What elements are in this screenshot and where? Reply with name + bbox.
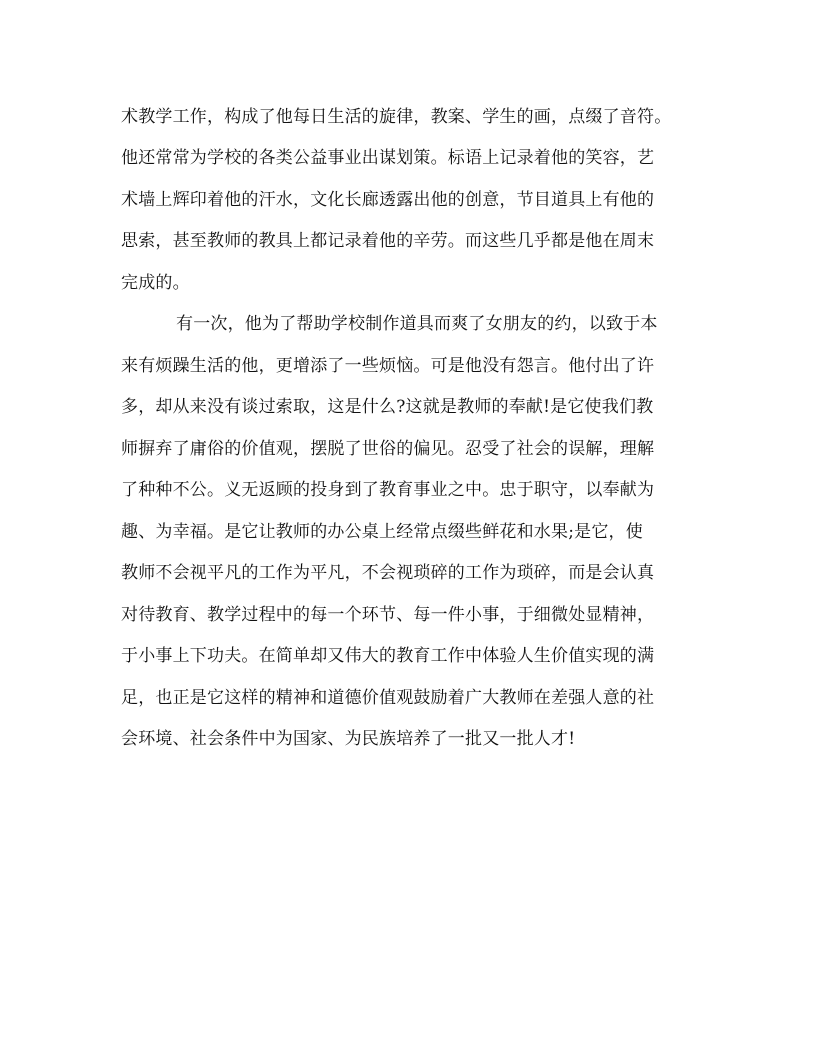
text-line: 足，也正是它这样的精神和道德价值观鼓励着广大教师在差强人意的社 bbox=[121, 688, 655, 708]
text-line: 师摒弃了庸俗的价值观，摆脱了世俗的偏见。忍受了社会的误解，理解 bbox=[121, 439, 655, 459]
text-line: 术墙上辉印着他的汗水，文化长廊透露出他的创意，节目道具上有他的 bbox=[121, 190, 655, 210]
text-line: 会环境、社会条件中为国家、为民族培养了一批又一批人才! bbox=[121, 729, 576, 749]
text-line: 了种种不公。义无返顾的投身到了教育事业之中。忠于职守，以奉献为 bbox=[121, 480, 655, 500]
text-line: 于小事上下功夫。在简单却又伟大的教育工作中体验人生价值实现的满 bbox=[121, 646, 655, 666]
text-line: 趣、为幸福。是它让教师的办公桌上经常点缀些鲜花和水果;是它，使 bbox=[121, 522, 643, 542]
text-line: 对待教育、教学过程中的每一个环节、每一件小事，于细微处显精神， bbox=[121, 605, 655, 625]
text-line: 教师不会视平凡的工作为平凡，不会视琐碎的工作为琐碎，而是会认真 bbox=[121, 563, 655, 583]
paragraph-first-line: 有一次，他为了帮助学校制作道具而爽了女朋友的约，以致于本 bbox=[176, 314, 658, 334]
text-line: 多，却从来没有谈过索取，这是什么?这就是教师的奉献!是它使我们教 bbox=[121, 397, 654, 417]
text-line: 思索，甚至教师的教具上都记录着他的辛劳。而这些几乎都是他在周末 bbox=[121, 231, 655, 251]
text-line: 完成的。 bbox=[121, 273, 190, 293]
text-line: 他还常常为学校的各类公益事业出谋划策。标语上记录着他的笑容，艺 bbox=[121, 148, 655, 168]
text-line: 来有烦躁生活的他，更增添了一些烦恼。可是他没有怨言。他付出了许 bbox=[121, 356, 655, 376]
text-line: 术教学工作，构成了他每日生活的旋律，教案、学生的画，点缀了音符。 bbox=[121, 107, 672, 127]
